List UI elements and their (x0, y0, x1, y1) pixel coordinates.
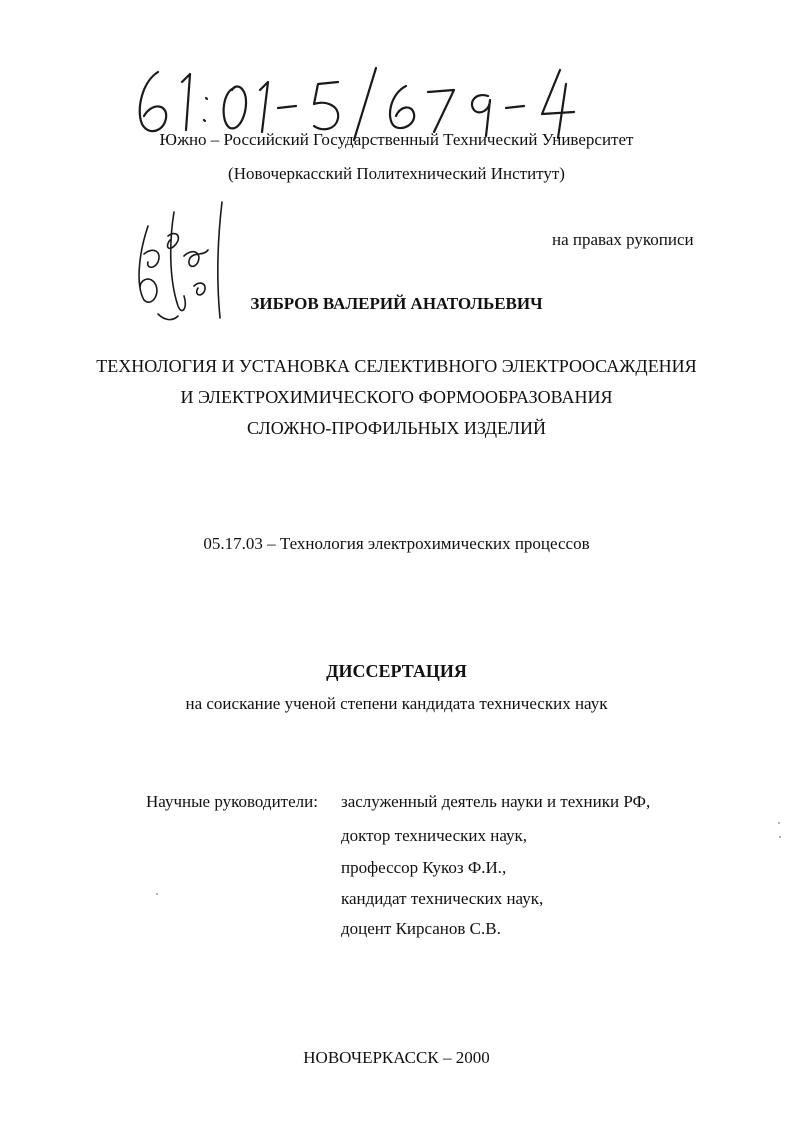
scan-speck (156, 893, 158, 895)
supervisor-line: доктор технических наук, (341, 826, 528, 845)
title-line-1: ТЕХНОЛОГИЯ И УСТАНОВКА СЕЛЕКТИВНОГО ЭЛЕКТРООСАЖДЕНИЯ (96, 356, 697, 376)
supervisor-line: профессор Кукоз Ф.И., (341, 858, 507, 877)
specialty-code: 05.17.03 – Технология электрохимических процессов (203, 534, 590, 553)
scan-speck (779, 836, 781, 838)
supervisors-label: Научные руководители: (146, 792, 318, 811)
title-line-2: И ЭЛЕКТРОХИМИЧЕСКОГО ФОРМООБРАЗОВАНИЯ (180, 387, 613, 407)
supervisor-line: кандидат технических наук, (341, 889, 544, 908)
university-name: Южно – Российский Государственный Технический Университет (159, 130, 634, 149)
degree-line: на соискание ученой степени кандидата технических наук (185, 694, 608, 713)
author-name: ЗИБРОВ ВАЛЕРИЙ АНАТОЛЬЕВИЧ (250, 294, 543, 313)
scan-speck (778, 822, 780, 824)
title-line-3: СЛОЖНО-ПРОФИЛЬНЫХ ИЗДЕЛИЙ (246, 418, 546, 438)
supervisor-line: доцент Кирсанов С.В. (341, 919, 501, 938)
city-year: НОВОЧЕРКАССК – 2000 (303, 1048, 490, 1067)
document-type: ДИССЕРТАЦИЯ (326, 661, 467, 681)
manuscript-rights: на правах рукописи (552, 230, 694, 249)
supervisor-line: заслуженный деятель науки и техники РФ, (341, 792, 651, 811)
university-former-name: (Новочеркасский Политехнический Институт) (228, 164, 565, 183)
